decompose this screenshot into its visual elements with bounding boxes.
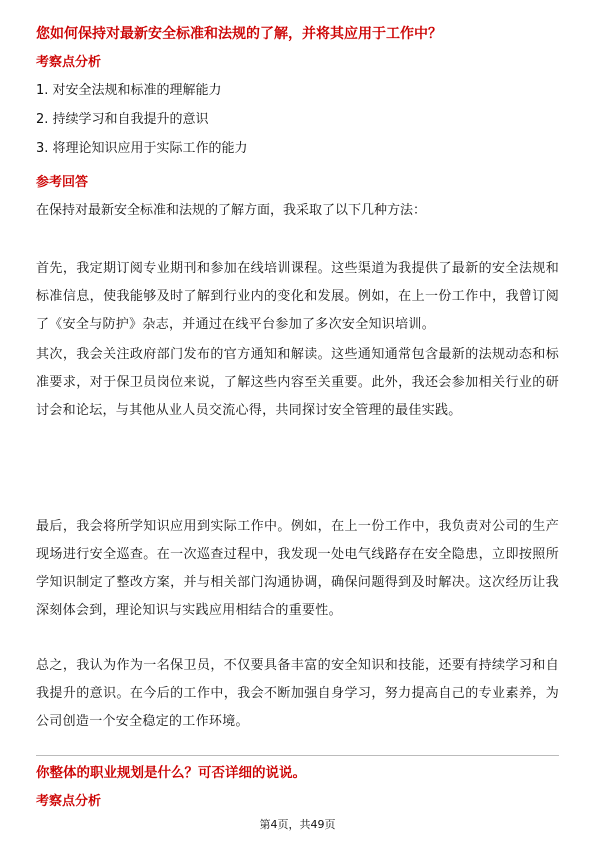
analysis-point-3: 3. 将理论知识应用于实际工作的能力 — [36, 141, 248, 156]
analysis-heading-2: 考察点分析 — [36, 794, 102, 809]
answer-heading: 参考回答 — [36, 175, 89, 190]
answer-paragraph-3: 最后，我会将所学知识应用到实际工作中。例如，在上一份工作中，我负责对公司的生产现场进行安全巡查。在一次巡查过程中，我发现一处电气线路存在安全隐患，立即按照所学知识制定了整改方案，并与相关部门沟通协调，确保问题得到及时解决。这次经历让我深刻体会到，理论知识与实践应用相结合的重要性。 — [36, 519, 559, 618]
analysis-point-2: 2. 持续学习和自我提升的意识 — [36, 112, 209, 127]
analysis-heading-1: 考察点分析 — [36, 55, 102, 70]
question-2-title: 你整体的职业规划是什么？可否详细的说说。 — [36, 765, 306, 781]
answer-paragraph-2: 其次，我会关注政府部门发布的官方通知和解读。这些通知通常包含最新的法规动态和标准要求，对于保卫员岗位来说，了解这些内容至关重要。此外，我还会参加相关行业的研讨会和论坛，与其他从业人员交流心得，共同探讨安全管理的最佳实践。 — [36, 347, 559, 418]
question-1-title: 您如何保持对最新安全标准和法规的了解，并将其应用于工作中？ — [36, 26, 442, 42]
answer-paragraph-4: 总之，我认为作为一名保卫员，不仅要具备丰富的安全知识和技能，还要有持续学习和自我提升的意识。在今后的工作中，我会不断加强自身学习，努力提高自己的专业素养，为公司创造一个安全稳定的工作环境。 — [36, 658, 559, 729]
answer-intro: 在保持对最新安全标准和法规的了解方面，我采取了以下几种方法： — [36, 203, 427, 218]
page-number: 第4页，共49页 — [259, 818, 336, 831]
analysis-point-1: 1. 对安全法规和标准的理解能力 — [36, 83, 222, 98]
answer-paragraph-1: 首先，我定期订阅专业期刊和参加在线培训课程。这些渠道为我提供了最新的安全法规和标准信息，使我能够及时了解到行业内的变化和发展。例如，在上一份工作中，我曾订阅了《安全与防护》杂志，并通过在线平台参加了多次安全知识培训。 — [36, 261, 559, 332]
section-divider — [36, 755, 559, 756]
